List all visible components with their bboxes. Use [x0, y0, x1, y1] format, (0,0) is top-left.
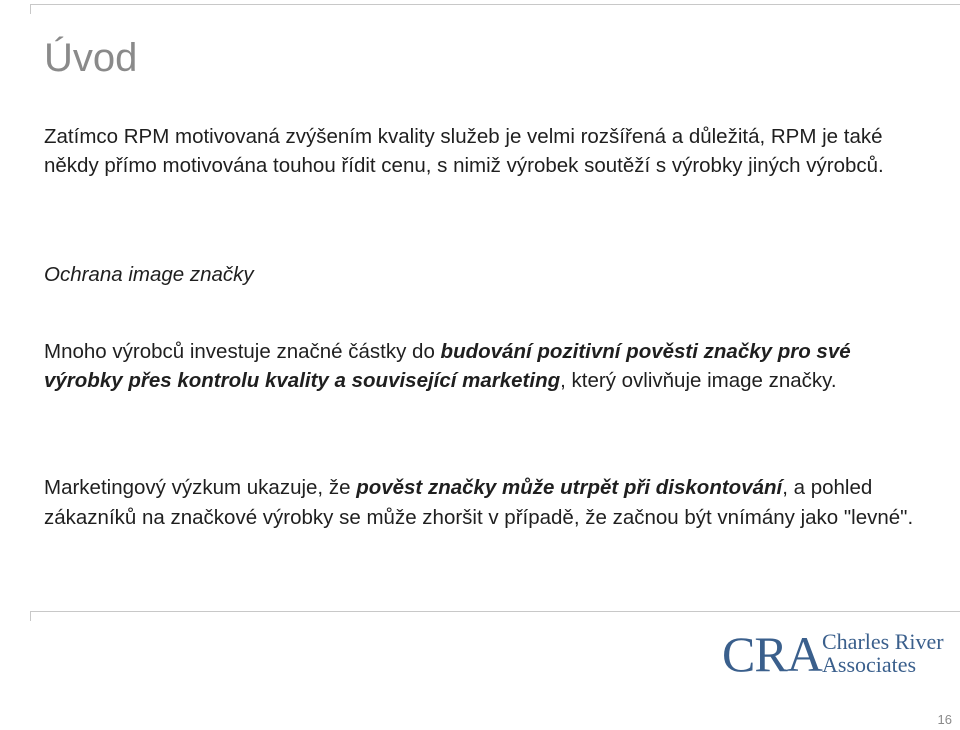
intro-paragraph: Zatímco RPM motivovaná zvýšením kvality služeb je velmi rozšířená a důležitá, RPM je také někdy přímo motivována touhou řídit cenu, s nimiž výrobek soutěží s výrobky jiných výrobců. — [44, 125, 884, 177]
paragraph-text: , který ovlivňuje image značky. — [560, 369, 837, 392]
logo-company-name — [822, 630, 944, 676]
cra-logo — [722, 628, 958, 680]
emphasized-text: pověst značky může utrpět při diskontování — [356, 476, 783, 499]
page-number: 16 — [937, 712, 952, 727]
footer-divider-tick — [30, 611, 31, 621]
paragraph-text: Marketingový výzkum ukazuje, že — [44, 476, 357, 499]
logo-line-1: Charles River — [822, 629, 944, 654]
slide-title: Úvod — [44, 36, 138, 80]
paragraph-text: Mnoho výrobců investuje značné částky do — [44, 340, 441, 363]
emphasized-text: budování pozitivní pověsti značky pro své výrobky přes kontrolu kvality a související marketing — [44, 340, 851, 392]
logo-line-2: Associates — [822, 652, 917, 677]
section-heading: Ochrana image značky — [44, 263, 254, 286]
paragraph-text: , a pohled zákazníků na značkové výrobky se může zhoršit v případě, že začnou být vnímány jako "levné". — [44, 476, 914, 529]
logo-mark: CRA — [722, 626, 822, 682]
footer-divider — [30, 611, 960, 612]
brand-investment-paragraph — [44, 337, 924, 395]
top-divider-tick — [30, 4, 31, 14]
marketing-research-paragraph — [44, 473, 934, 533]
top-divider — [30, 4, 960, 5]
